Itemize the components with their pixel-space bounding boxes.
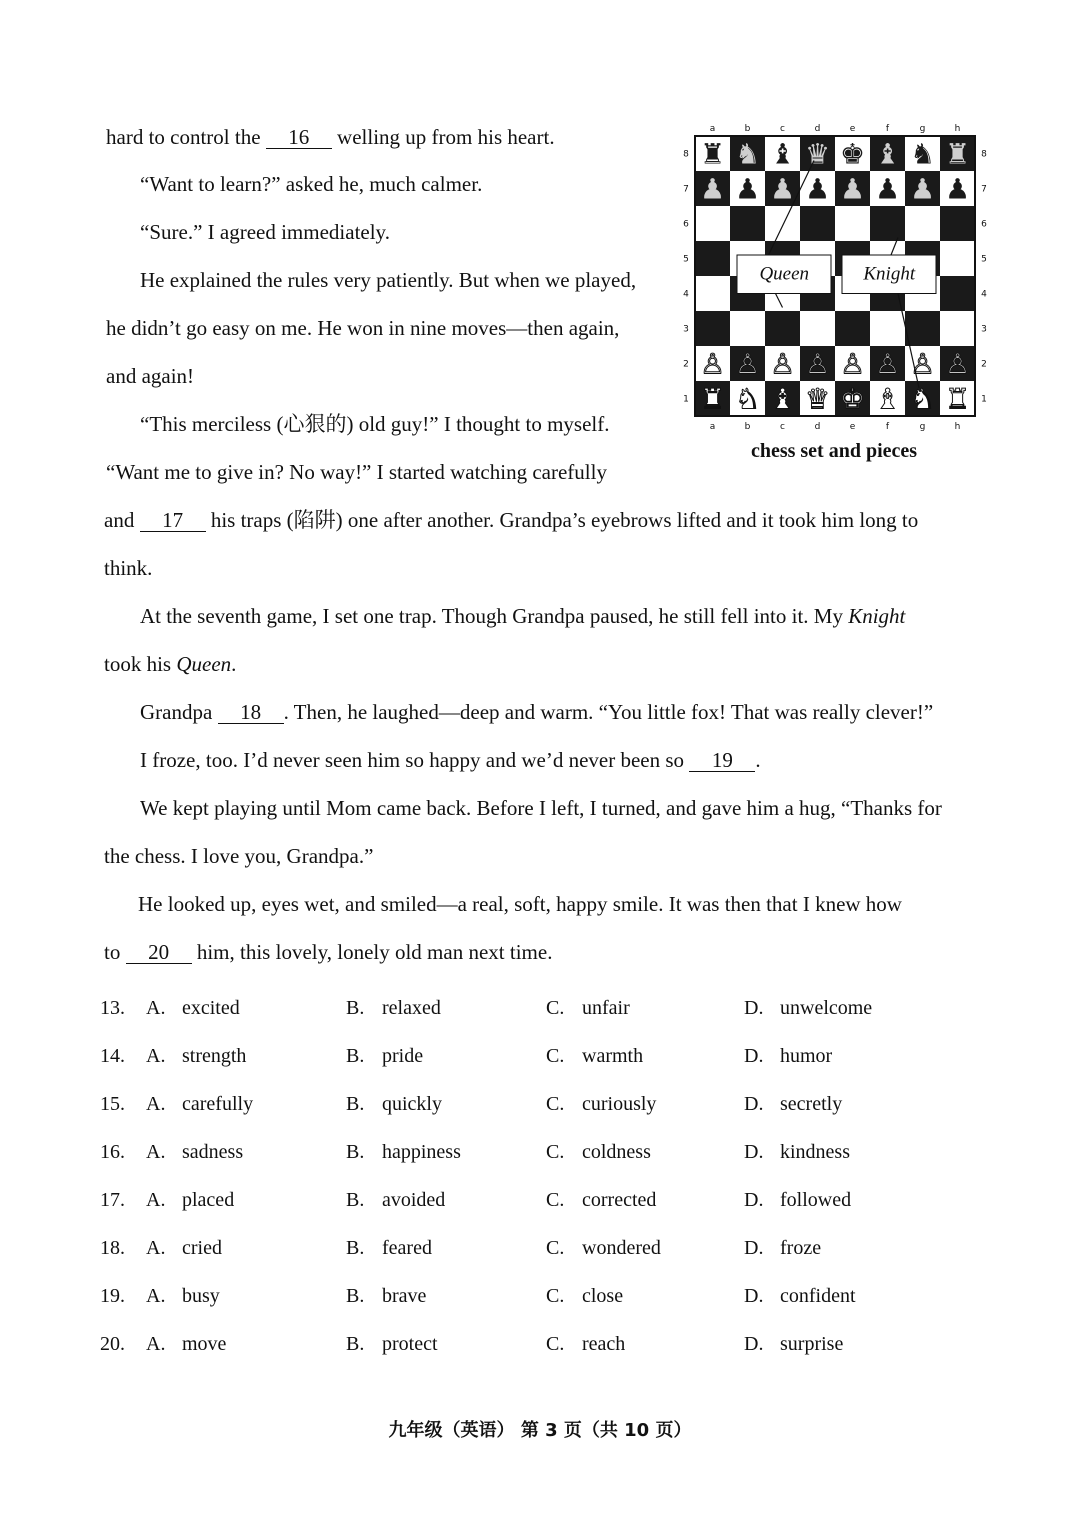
option-d: D. surprise bbox=[744, 1333, 844, 1355]
option-a: A. move bbox=[146, 1333, 227, 1355]
rank-label-left: 7 bbox=[683, 184, 689, 195]
option-b: B. relaxed bbox=[346, 997, 441, 1019]
rank-label-right: 3 bbox=[981, 324, 987, 335]
option-row bbox=[100, 1237, 1000, 1267]
black-piece: ♞ bbox=[909, 137, 936, 171]
white-pawn-icon: ♙ bbox=[909, 347, 936, 381]
story-line-3: “Sure.” I agreed immediately. bbox=[140, 220, 390, 244]
option-c: C. close bbox=[546, 1285, 624, 1307]
file-label-bottom: a bbox=[709, 422, 716, 432]
chess-figure bbox=[676, 118, 992, 468]
white-pawn-icon: ♙ bbox=[839, 347, 866, 381]
option-b: B. quickly bbox=[346, 1093, 442, 1115]
option-a: A. busy bbox=[146, 1285, 220, 1307]
story-line-2: “Want to learn?” asked he, much calmer. bbox=[140, 172, 483, 196]
option-d: D. humor bbox=[744, 1045, 833, 1067]
question-number: 15. bbox=[100, 1093, 125, 1115]
black-piece: ♛ bbox=[804, 137, 831, 171]
file-label-bottom: h bbox=[954, 422, 961, 432]
board-square bbox=[870, 311, 905, 346]
white-piece: ♜ bbox=[699, 382, 726, 416]
rank-label-right: 7 bbox=[981, 184, 987, 195]
file-label-bottom: d bbox=[814, 422, 821, 432]
option-a: A. sadness bbox=[146, 1141, 244, 1163]
blank-19: 19 bbox=[689, 749, 755, 772]
board-square bbox=[940, 241, 975, 276]
file-label-top: e bbox=[849, 124, 856, 134]
chess-board bbox=[676, 118, 992, 436]
board-square bbox=[940, 311, 975, 346]
option-c: C. unfair bbox=[546, 997, 630, 1019]
option-row bbox=[100, 1285, 1000, 1315]
story-line-10: think. bbox=[104, 556, 153, 580]
board-square bbox=[765, 311, 800, 346]
story-line-1: hard to control the 16 welling up from his heart. bbox=[106, 125, 555, 149]
rank-label-left: 4 bbox=[683, 289, 689, 300]
black-pawn-icon: ♟ bbox=[734, 172, 761, 206]
option-row bbox=[100, 1093, 1000, 1123]
story-line-18: to 20 him, this lovely, lonely old man next time. bbox=[104, 940, 553, 964]
option-c: C. warmth bbox=[546, 1045, 644, 1067]
rank-label-left: 1 bbox=[683, 394, 689, 405]
story-line-6: and again! bbox=[106, 364, 195, 388]
rank-label-right: 1 bbox=[981, 394, 987, 405]
story-line-15: We kept playing until Mom came back. Before I left, I turned, and gave him a hug, “Thanks for bbox=[140, 796, 942, 820]
question-number: 18. bbox=[100, 1237, 125, 1259]
board-square bbox=[870, 206, 905, 241]
board-square bbox=[800, 206, 835, 241]
option-d: D. froze bbox=[744, 1237, 822, 1259]
white-pawn-icon: ♙ bbox=[874, 347, 901, 381]
queen-word: Queen bbox=[176, 652, 232, 676]
file-label-bottom: f bbox=[885, 422, 890, 432]
option-row bbox=[100, 997, 1000, 1027]
rank-label-left: 8 bbox=[683, 149, 689, 160]
file-label-bottom: e bbox=[849, 422, 856, 432]
option-a: A. strength bbox=[146, 1045, 247, 1067]
file-label-top: a bbox=[709, 124, 716, 134]
option-b: B. protect bbox=[346, 1333, 438, 1355]
option-a: A. carefully bbox=[146, 1093, 254, 1115]
queen-label: Queen bbox=[759, 263, 810, 285]
figure-caption: chess set and pieces bbox=[750, 440, 918, 462]
question-number: 13. bbox=[100, 997, 125, 1019]
story-line-11: At the seventh game, I set one trap. Though Grandpa paused, he still fell into it. My Knight bbox=[140, 604, 906, 628]
white-pawn-icon: ♙ bbox=[699, 347, 726, 381]
board-square bbox=[905, 206, 940, 241]
question-number: 19. bbox=[100, 1285, 125, 1307]
white-pawn-icon: ♙ bbox=[944, 347, 971, 381]
story-line-13: Grandpa 18 . Then, he laughed—deep and warm. “You little fox! That was really clever!” bbox=[140, 700, 934, 724]
rank-label-left: 6 bbox=[683, 219, 689, 230]
question-number: 16. bbox=[100, 1141, 125, 1163]
black-pawn-icon: ♟ bbox=[909, 172, 936, 206]
file-label-top: b bbox=[744, 124, 751, 134]
story-line-5: he didn’t go easy on me. He won in nine moves—then again, bbox=[106, 316, 620, 340]
black-pawn-icon: ♟ bbox=[804, 172, 831, 206]
file-label-top: d bbox=[814, 124, 821, 134]
story-line-17: He looked up, eyes wet, and smiled—a real, soft, happy smile. It was then that I knew how bbox=[138, 892, 902, 916]
board-square bbox=[695, 311, 730, 346]
board-square bbox=[695, 241, 730, 276]
black-pawn-icon: ♟ bbox=[944, 172, 971, 206]
white-pawn-icon: ♙ bbox=[804, 347, 831, 381]
black-pawn-icon: ♟ bbox=[699, 172, 726, 206]
file-label-top: c bbox=[780, 124, 785, 134]
rank-label-right: 8 bbox=[981, 149, 987, 160]
rank-label-left: 2 bbox=[683, 359, 689, 370]
black-piece: ♝ bbox=[769, 137, 796, 171]
option-row bbox=[100, 1045, 1000, 1075]
option-b: B. brave bbox=[346, 1285, 427, 1307]
file-label-bottom: g bbox=[919, 422, 926, 432]
option-row bbox=[100, 1141, 1000, 1171]
question-number: 17. bbox=[100, 1189, 125, 1211]
white-piece: ♞ bbox=[909, 382, 936, 416]
board-square bbox=[730, 311, 765, 346]
white-piece: ♛ bbox=[804, 382, 831, 416]
option-b: B. happiness bbox=[346, 1141, 461, 1163]
black-piece: ♝ bbox=[874, 137, 901, 171]
rank-label-left: 3 bbox=[683, 324, 689, 335]
rank-label-right: 5 bbox=[981, 254, 987, 265]
board-square bbox=[940, 276, 975, 311]
option-d: D. confident bbox=[744, 1285, 856, 1307]
white-piece: ♜ bbox=[944, 382, 971, 416]
file-label-bottom: c bbox=[780, 422, 785, 432]
option-a: A. excited bbox=[146, 997, 240, 1019]
rank-label-right: 6 bbox=[981, 219, 987, 230]
white-pawn-icon: ♙ bbox=[734, 347, 761, 381]
option-b: B. feared bbox=[346, 1237, 432, 1259]
board-square bbox=[695, 206, 730, 241]
knight-label: Knight bbox=[863, 263, 916, 285]
rank-label-left: 5 bbox=[683, 254, 689, 265]
file-label-top: h bbox=[954, 124, 961, 134]
file-label-top: g bbox=[919, 124, 926, 134]
black-pawn-icon: ♟ bbox=[769, 172, 796, 206]
question-number: 14. bbox=[100, 1045, 125, 1067]
black-pawn-icon: ♟ bbox=[839, 172, 866, 206]
story-line-7: “This merciless (心狠的) old guy!” I thought to myself. bbox=[140, 412, 610, 436]
story-line-4: He explained the rules very patiently. But when we played, bbox=[140, 268, 637, 292]
board-square bbox=[835, 311, 870, 346]
board-square bbox=[800, 311, 835, 346]
story-line-12: took his Queen. bbox=[104, 652, 237, 676]
white-piece: ♝ bbox=[769, 382, 796, 416]
file-label-bottom: b bbox=[744, 422, 751, 432]
file-label-top: f bbox=[885, 124, 890, 134]
option-d: D. followed bbox=[744, 1189, 852, 1211]
story-line-9: and 17 his traps (陷阱) one after another. Grandpa’s eyebrows lifted and it took him long to bbox=[104, 508, 919, 532]
option-b: B. avoided bbox=[346, 1189, 446, 1211]
option-d: D. secretly bbox=[744, 1093, 843, 1115]
option-c: C. wondered bbox=[546, 1237, 661, 1259]
black-piece: ♜ bbox=[699, 137, 726, 171]
story-line-14: I froze, too. I’d never seen him so happy and we’d never been so 19 . bbox=[140, 748, 761, 772]
board-square bbox=[835, 206, 870, 241]
white-piece: ♝ bbox=[874, 382, 901, 416]
blank-18: 18 bbox=[218, 701, 284, 724]
option-row bbox=[100, 1189, 1000, 1219]
board-square bbox=[765, 206, 800, 241]
option-row bbox=[100, 1333, 1000, 1363]
black-pawn-icon: ♟ bbox=[874, 172, 901, 206]
white-piece: ♞ bbox=[734, 382, 761, 416]
option-c: C. coldness bbox=[546, 1141, 651, 1163]
board-square bbox=[905, 311, 940, 346]
board-square bbox=[940, 206, 975, 241]
story-line-16: the chess. I love you, Grandpa.” bbox=[104, 844, 374, 868]
option-d: D. kindness bbox=[744, 1141, 850, 1163]
board-square bbox=[730, 206, 765, 241]
option-a: A. placed bbox=[146, 1189, 235, 1211]
option-c: C. corrected bbox=[546, 1189, 657, 1211]
knight-word: Knight bbox=[848, 604, 906, 628]
blank-16: 16 bbox=[266, 126, 332, 149]
option-b: B. pride bbox=[346, 1045, 424, 1067]
board-square bbox=[695, 276, 730, 311]
black-piece: ♚ bbox=[839, 137, 866, 171]
blank-17: 17 bbox=[140, 509, 206, 532]
black-piece: ♜ bbox=[944, 137, 971, 171]
story-line-8: “Want me to give in? No way!” I started watching carefully bbox=[106, 460, 607, 484]
rank-label-right: 2 bbox=[981, 359, 987, 370]
rank-label-right: 4 bbox=[981, 289, 987, 300]
black-piece: ♞ bbox=[734, 137, 761, 171]
option-d: D. unwelcome bbox=[744, 997, 873, 1019]
option-c: C. reach bbox=[546, 1333, 626, 1355]
option-c: C. curiously bbox=[546, 1093, 657, 1115]
page-footer: 九年级（英语） 第 3 页（共 10 页） bbox=[388, 1420, 692, 1441]
blank-20: 20 bbox=[126, 941, 192, 964]
white-pawn-icon: ♙ bbox=[769, 347, 796, 381]
option-a: A. cried bbox=[146, 1237, 222, 1259]
question-number: 20. bbox=[100, 1333, 125, 1355]
white-piece: ♚ bbox=[839, 382, 866, 416]
